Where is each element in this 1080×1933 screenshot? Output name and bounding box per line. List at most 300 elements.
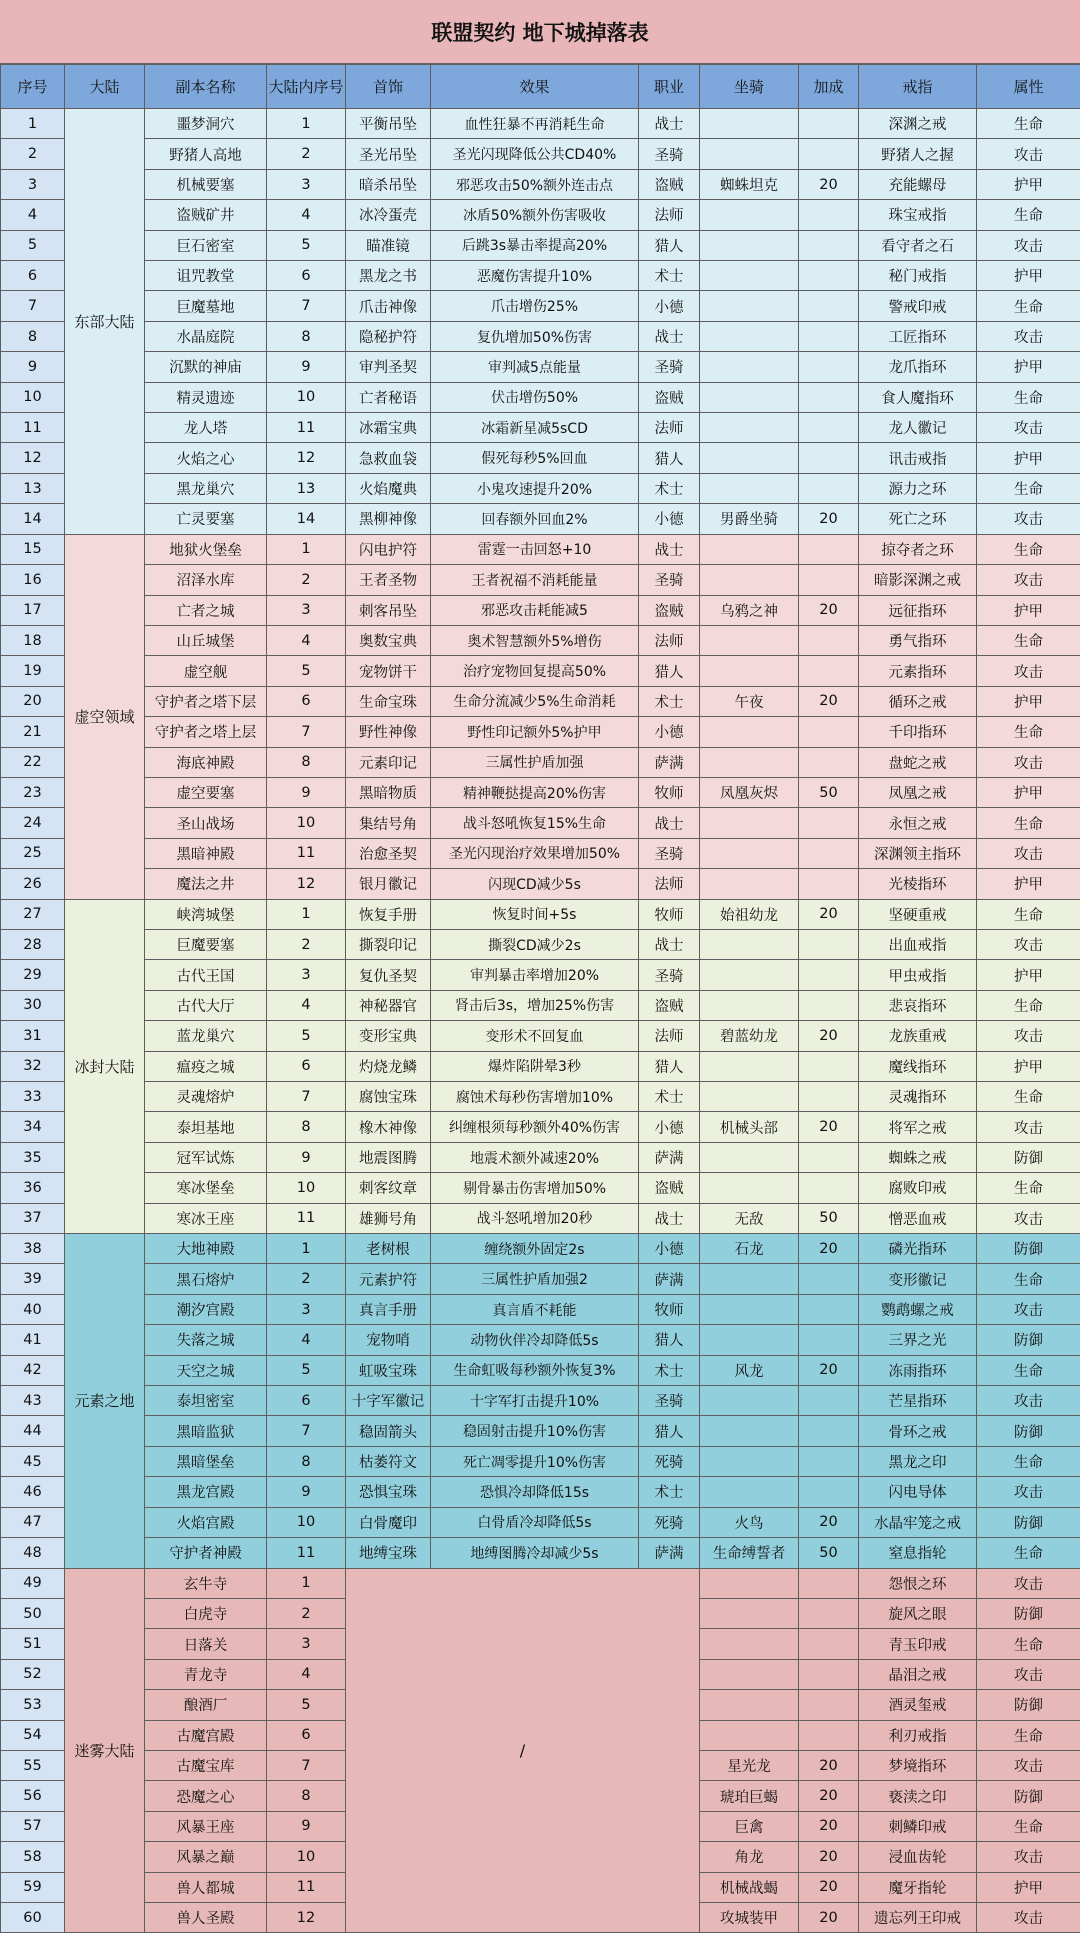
class-cell: 术士: [639, 1477, 700, 1507]
effect-cell: 地震术额外减速20%: [431, 1142, 639, 1172]
attribute-cell: 生命: [977, 625, 1080, 655]
mount-cell: [700, 1142, 799, 1172]
bonus-cell: 20: [799, 1021, 859, 1051]
row-number-cell: 42: [1, 1355, 65, 1385]
accessory-cell: 生命宝珠: [346, 686, 431, 716]
continent-index-cell: 3: [267, 169, 346, 199]
accessory-cell: 冰霜宝典: [346, 413, 431, 443]
bonus-cell: [799, 352, 859, 382]
dungeon-name-cell: 天空之城: [145, 1355, 267, 1385]
row-number-cell: 56: [1, 1781, 65, 1811]
accessory-cell: 银月徽记: [346, 869, 431, 899]
continent-index-cell: 12: [267, 869, 346, 899]
mount-cell: 火鸟: [700, 1507, 799, 1537]
bonus-cell: [799, 1386, 859, 1416]
bonus-cell: [799, 625, 859, 655]
class-cell: 萨满: [639, 1264, 700, 1294]
ring-cell: 深渊领主指环: [859, 838, 977, 868]
class-cell: 术士: [639, 1082, 700, 1112]
ring-cell: 骨环之戒: [859, 1416, 977, 1446]
row-number-cell: 16: [1, 565, 65, 595]
mount-cell: 蜘蛛坦克: [700, 169, 799, 199]
accessory-cell: 地缚宝珠: [346, 1538, 431, 1568]
effect-cell: 圣光闪现降低公共CD40%: [431, 139, 639, 169]
accessory-cell: 复仇圣契: [346, 960, 431, 990]
row-number-cell: 53: [1, 1690, 65, 1720]
ring-cell: 磷光指环: [859, 1234, 977, 1264]
col-header-continent: 大陆: [65, 65, 145, 109]
row-number-cell: 52: [1, 1659, 65, 1689]
bonus-cell: 20: [799, 1842, 859, 1872]
bonus-cell: [799, 1173, 859, 1203]
ring-cell: 旋风之眼: [859, 1598, 977, 1628]
attribute-cell: 生命: [977, 1811, 1080, 1841]
table-row: [1, 1051, 1080, 1081]
table-row: [1, 443, 1080, 473]
ring-cell: 黑龙之印: [859, 1446, 977, 1476]
row-number-cell: 59: [1, 1872, 65, 1902]
bonus-cell: [799, 1051, 859, 1081]
effect-cell: 小鬼攻速提升20%: [431, 473, 639, 503]
accessory-cell: 十字军徽记: [346, 1386, 431, 1416]
table-row: [1, 869, 1080, 899]
effect-cell: 回春额外回血2%: [431, 504, 639, 534]
drop-table: [0, 64, 1080, 1933]
header-row: [1, 65, 1080, 109]
class-cell: 萨满: [639, 1142, 700, 1172]
continent-index-cell: 10: [267, 382, 346, 412]
row-number-cell: 47: [1, 1507, 65, 1537]
effect-cell: 生命分流减少5%生命消耗: [431, 686, 639, 716]
effect-cell: 地缚图腾冷却减少5s: [431, 1538, 639, 1568]
table-row: [1, 1173, 1080, 1203]
mount-cell: [700, 443, 799, 473]
table-row: [1, 717, 1080, 747]
effect-cell: 肾击后3s，增加25%伤害: [431, 990, 639, 1020]
ring-cell: 青玉印戒: [859, 1629, 977, 1659]
dungeon-name-cell: 沉默的神庙: [145, 352, 267, 382]
class-cell: 牧师: [639, 777, 700, 807]
bonus-cell: [799, 261, 859, 291]
effect-cell: 邪恶攻击50%额外连击点: [431, 169, 639, 199]
dungeon-name-cell: 巨魔要塞: [145, 929, 267, 959]
continent-index-cell: 8: [267, 1112, 346, 1142]
row-number-cell: 18: [1, 625, 65, 655]
row-number-cell: 25: [1, 838, 65, 868]
accessory-cell: 枯萎符文: [346, 1446, 431, 1476]
bonus-cell: [799, 321, 859, 351]
dungeon-name-cell: 兽人圣殿: [145, 1902, 267, 1932]
table-row: [1, 1112, 1080, 1142]
table-row: [1, 1234, 1080, 1264]
attribute-cell: 防御: [977, 1142, 1080, 1172]
table-row: [1, 473, 1080, 503]
continent-index-cell: 2: [267, 929, 346, 959]
row-number-cell: 38: [1, 1234, 65, 1264]
attribute-cell: 攻击: [977, 1477, 1080, 1507]
ring-cell: 窒息指轮: [859, 1538, 977, 1568]
attribute-cell: 防御: [977, 1234, 1080, 1264]
continent-index-cell: 7: [267, 717, 346, 747]
class-cell: 牧师: [639, 899, 700, 929]
attribute-cell: 生命: [977, 1264, 1080, 1294]
class-cell: 战士: [639, 808, 700, 838]
ring-cell: 远征指环: [859, 595, 977, 625]
row-number-cell: 51: [1, 1629, 65, 1659]
bonus-cell: [799, 1598, 859, 1628]
attribute-cell: 护甲: [977, 443, 1080, 473]
ring-cell: 坚硬重戒: [859, 899, 977, 929]
table-row: [1, 1477, 1080, 1507]
continent-index-cell: 11: [267, 1203, 346, 1233]
ring-cell: 深渊之戒: [859, 109, 977, 139]
row-number-cell: 12: [1, 443, 65, 473]
continent-index-cell: 9: [267, 1811, 346, 1841]
dungeon-name-cell: 守护者之塔下层: [145, 686, 267, 716]
dungeon-name-cell: 恐魔之心: [145, 1781, 267, 1811]
col-header-class: 职业: [639, 65, 700, 109]
bonus-cell: [799, 960, 859, 990]
accessory-cell: 圣光吊坠: [346, 139, 431, 169]
bonus-cell: [799, 230, 859, 260]
accessory-cell: 瞄准镜: [346, 230, 431, 260]
bonus-cell: [799, 109, 859, 139]
accessory-cell: 宠物哨: [346, 1325, 431, 1355]
table-row: [1, 565, 1080, 595]
class-cell: 法师: [639, 625, 700, 655]
class-cell: 圣骑: [639, 838, 700, 868]
mount-cell: [700, 625, 799, 655]
ring-cell: 憎恶血戒: [859, 1203, 977, 1233]
continent-index-cell: 7: [267, 291, 346, 321]
ring-cell: 利刃戒指: [859, 1720, 977, 1750]
class-cell: 战士: [639, 534, 700, 564]
continent-index-cell: 9: [267, 1142, 346, 1172]
effect-cell: 恢复时间+5s: [431, 899, 639, 929]
accessory-cell: 野性神像: [346, 717, 431, 747]
continent-index-cell: 6: [267, 1051, 346, 1081]
ring-cell: 掠夺者之环: [859, 534, 977, 564]
ring-cell: 警戒印戒: [859, 291, 977, 321]
attribute-cell: 护甲: [977, 1872, 1080, 1902]
table-row: [1, 1446, 1080, 1476]
dungeon-name-cell: 酿酒厂: [145, 1690, 267, 1720]
mount-cell: [700, 1325, 799, 1355]
bonus-cell: [799, 1720, 859, 1750]
continent-index-cell: 4: [267, 1325, 346, 1355]
class-cell: 死骑: [639, 1446, 700, 1476]
continent-index-cell: 5: [267, 230, 346, 260]
bonus-cell: 20: [799, 1355, 859, 1385]
mount-cell: [700, 139, 799, 169]
class-cell: 盗贼: [639, 990, 700, 1020]
ring-cell: 凤凰之戒: [859, 777, 977, 807]
mount-cell: 巨禽: [700, 1811, 799, 1841]
continent-index-cell: 5: [267, 656, 346, 686]
row-number-cell: 36: [1, 1173, 65, 1203]
table-row: [1, 1507, 1080, 1537]
continent-index-cell: 11: [267, 413, 346, 443]
ring-cell: 食人魔指环: [859, 382, 977, 412]
accessory-cell: 冰冷蛋壳: [346, 200, 431, 230]
bonus-cell: 20: [799, 899, 859, 929]
ring-cell: 亵渎之印: [859, 1781, 977, 1811]
continent-index-cell: 4: [267, 1659, 346, 1689]
ring-cell: 龙爪指环: [859, 352, 977, 382]
ring-cell: 遗忘列王印戒: [859, 1902, 977, 1932]
effect-cell: 撕裂CD减少2s: [431, 929, 639, 959]
mount-cell: [700, 1477, 799, 1507]
effect-cell: 恶魔伤害提升10%: [431, 261, 639, 291]
bonus-cell: 20: [799, 169, 859, 199]
bonus-cell: [799, 291, 859, 321]
row-number-cell: 20: [1, 686, 65, 716]
dungeon-name-cell: 火焰之心: [145, 443, 267, 473]
mount-cell: 乌鸦之神: [700, 595, 799, 625]
attribute-cell: 护甲: [977, 595, 1080, 625]
attribute-cell: 攻击: [977, 747, 1080, 777]
effect-cell: 真言盾不耗能: [431, 1294, 639, 1324]
attribute-cell: 生命: [977, 1720, 1080, 1750]
accessory-cell: 火焰魔典: [346, 473, 431, 503]
continent-index-cell: 4: [267, 990, 346, 1020]
dungeon-name-cell: 黑暗神殿: [145, 838, 267, 868]
effect-cell: 奥术智慧额外5%增伤: [431, 625, 639, 655]
dungeon-name-cell: 泰坦基地: [145, 1112, 267, 1142]
col-header-effect: 效果: [431, 65, 639, 109]
table-row: [1, 1142, 1080, 1172]
dungeon-name-cell: 沼泽水库: [145, 565, 267, 595]
mount-cell: [700, 1446, 799, 1476]
table-row: [1, 838, 1080, 868]
row-number-cell: 8: [1, 321, 65, 351]
continent-index-cell: 8: [267, 321, 346, 351]
dungeon-name-cell: 日落关: [145, 1629, 267, 1659]
mount-cell: [700, 1386, 799, 1416]
attribute-cell: 生命: [977, 534, 1080, 564]
class-cell: 猎人: [639, 1416, 700, 1446]
col-header-no: 序号: [1, 65, 65, 109]
ring-cell: 刺鳞印戒: [859, 1811, 977, 1841]
ring-cell: 芒星指环: [859, 1386, 977, 1416]
continent-index-cell: 1: [267, 109, 346, 139]
bonus-cell: 20: [799, 1811, 859, 1841]
ring-cell: 水晶牢笼之戒: [859, 1507, 977, 1537]
bonus-cell: [799, 1142, 859, 1172]
accessory-cell: 恢复手册: [346, 899, 431, 929]
effect-cell: 十字军打击提升10%: [431, 1386, 639, 1416]
accessory-cell: 雄狮号角: [346, 1203, 431, 1233]
effect-cell: 白骨盾冷却降低5s: [431, 1507, 639, 1537]
dungeon-name-cell: 黑龙巢穴: [145, 473, 267, 503]
class-cell: 小德: [639, 1234, 700, 1264]
effect-cell: 腐蚀术每秒伤害增加10%: [431, 1082, 639, 1112]
effect-cell: 治疗宠物回复提高50%: [431, 656, 639, 686]
continent-index-cell: 8: [267, 747, 346, 777]
ring-cell: 浸血齿轮: [859, 1842, 977, 1872]
accessory-cell: 元素印记: [346, 747, 431, 777]
attribute-cell: 生命: [977, 109, 1080, 139]
row-number-cell: 40: [1, 1294, 65, 1324]
row-number-cell: 32: [1, 1051, 65, 1081]
effect-cell: 战斗怒吼恢复15%生命: [431, 808, 639, 838]
table-row: [1, 1082, 1080, 1112]
bonus-cell: [799, 1477, 859, 1507]
effect-cell: 动物伙伴冷却降低5s: [431, 1325, 639, 1355]
effect-cell: 精神鞭挞提高20%伤害: [431, 777, 639, 807]
bonus-cell: [799, 1264, 859, 1294]
bonus-cell: [799, 656, 859, 686]
bonus-cell: 20: [799, 686, 859, 716]
mount-cell: [700, 1720, 799, 1750]
effect-cell: 假死每秒5%回血: [431, 443, 639, 473]
ring-cell: 千印指环: [859, 717, 977, 747]
attribute-cell: 攻击: [977, 565, 1080, 595]
attribute-cell: 攻击: [977, 929, 1080, 959]
class-cell: 战士: [639, 1203, 700, 1233]
row-number-cell: 54: [1, 1720, 65, 1750]
attribute-cell: 生命: [977, 808, 1080, 838]
ring-cell: 盘蛇之戒: [859, 747, 977, 777]
dungeon-name-cell: 野猪人高地: [145, 139, 267, 169]
dungeon-name-cell: 兽人都城: [145, 1872, 267, 1902]
row-number-cell: 14: [1, 504, 65, 534]
dungeon-name-cell: 玄牛寺: [145, 1568, 267, 1598]
mount-cell: 碧蓝幼龙: [700, 1021, 799, 1051]
dungeon-name-cell: 噩梦洞穴: [145, 109, 267, 139]
mount-cell: [700, 109, 799, 139]
bonus-cell: [799, 717, 859, 747]
row-number-cell: 26: [1, 869, 65, 899]
attribute-cell: 攻击: [977, 838, 1080, 868]
effect-cell: 恐惧冷却降低15s: [431, 1477, 639, 1507]
mount-cell: [700, 200, 799, 230]
ring-cell: 龙人徽记: [859, 413, 977, 443]
continent-index-cell: 3: [267, 1294, 346, 1324]
class-cell: 术士: [639, 473, 700, 503]
mount-cell: 机械头部: [700, 1112, 799, 1142]
table-row: [1, 139, 1080, 169]
continent-index-cell: 7: [267, 1082, 346, 1112]
bonus-cell: 50: [799, 777, 859, 807]
attribute-cell: 护甲: [977, 352, 1080, 382]
class-cell: 圣骑: [639, 565, 700, 595]
accessory-cell: 元素护符: [346, 1264, 431, 1294]
dungeon-name-cell: 黑暗监狱: [145, 1416, 267, 1446]
dungeon-name-cell: 地狱火堡垒: [145, 534, 267, 564]
dungeon-name-cell: 巨石密室: [145, 230, 267, 260]
continent-index-cell: 12: [267, 443, 346, 473]
effect-cell: 伏击增伤50%: [431, 382, 639, 412]
continent-index-cell: 6: [267, 261, 346, 291]
continent-index-cell: 6: [267, 686, 346, 716]
attribute-cell: 生命: [977, 382, 1080, 412]
continent-index-cell: 10: [267, 1842, 346, 1872]
bonus-cell: [799, 565, 859, 595]
continent-cell: 迷雾大陆: [65, 1568, 145, 1933]
table-title: 联盟契约 地下城掉落表: [0, 0, 1080, 64]
continent-cell: 冰封大陆: [65, 899, 145, 1233]
bonus-cell: [799, 1082, 859, 1112]
accessory-cell: 爪击神像: [346, 291, 431, 321]
row-number-cell: 34: [1, 1112, 65, 1142]
col-header-dungeon: 副本名称: [145, 65, 267, 109]
class-cell: 牧师: [639, 1294, 700, 1324]
effect-cell: 审判暴击率增加20%: [431, 960, 639, 990]
accessory-cell: 黑暗物质: [346, 777, 431, 807]
ring-cell: 秘门戒指: [859, 261, 977, 291]
class-cell: 法师: [639, 200, 700, 230]
row-number-cell: 44: [1, 1416, 65, 1446]
row-number-cell: 35: [1, 1142, 65, 1172]
table-row: [1, 321, 1080, 351]
mount-cell: [700, 717, 799, 747]
table-row: [1, 1538, 1080, 1568]
attribute-cell: 生命: [977, 1538, 1080, 1568]
accessory-cell: 刺客纹章: [346, 1173, 431, 1203]
bonus-cell: [799, 534, 859, 564]
bonus-cell: [799, 747, 859, 777]
attribute-cell: 攻击: [977, 1112, 1080, 1142]
dungeon-name-cell: 蓝龙巢穴: [145, 1021, 267, 1051]
table-row: [1, 595, 1080, 625]
mount-cell: [700, 1568, 799, 1598]
bonus-cell: [799, 1446, 859, 1476]
accessory-cell: 橡木神像: [346, 1112, 431, 1142]
continent-index-cell: 5: [267, 1690, 346, 1720]
attribute-cell: 攻击: [977, 1842, 1080, 1872]
bonus-cell: [799, 382, 859, 412]
row-number-cell: 39: [1, 1264, 65, 1294]
table-row: [1, 1264, 1080, 1294]
continent-index-cell: 6: [267, 1720, 346, 1750]
effect-cell: 稳固射击提升10%伤害: [431, 1416, 639, 1446]
attribute-cell: 攻击: [977, 321, 1080, 351]
row-number-cell: 15: [1, 534, 65, 564]
continent-index-cell: 7: [267, 1750, 346, 1780]
attribute-cell: 防御: [977, 1690, 1080, 1720]
class-cell: 盗贼: [639, 169, 700, 199]
mount-cell: [700, 990, 799, 1020]
attribute-cell: 生命: [977, 1082, 1080, 1112]
accessory-cell: 虹吸宝珠: [346, 1355, 431, 1385]
dungeon-name-cell: 圣山战场: [145, 808, 267, 838]
effect-cell: 血性狂暴不再消耗生命: [431, 109, 639, 139]
accessory-cell: 腐蚀宝珠: [346, 1082, 431, 1112]
class-cell: 战士: [639, 109, 700, 139]
bonus-cell: 20: [799, 1112, 859, 1142]
table-row: [1, 808, 1080, 838]
accessory-cell: 奥数宝典: [346, 625, 431, 655]
mount-cell: [700, 1629, 799, 1659]
table-row: [1, 1568, 1080, 1598]
bonus-cell: [799, 838, 859, 868]
effect-cell: 纠缠根须每秒额外40%伤害: [431, 1112, 639, 1142]
dungeon-name-cell: 亡者之城: [145, 595, 267, 625]
effect-cell: 后跳3s暴击率提高20%: [431, 230, 639, 260]
not-applicable-cell: /: [346, 1568, 700, 1933]
row-number-cell: 48: [1, 1538, 65, 1568]
col-header-attribute: 属性: [977, 65, 1080, 109]
attribute-cell: 攻击: [977, 1021, 1080, 1051]
ring-cell: 看守者之石: [859, 230, 977, 260]
class-cell: 术士: [639, 686, 700, 716]
ring-cell: 鹦鹉螺之戒: [859, 1294, 977, 1324]
row-number-cell: 19: [1, 656, 65, 686]
mount-cell: [700, 960, 799, 990]
mount-cell: [700, 869, 799, 899]
ring-cell: 充能螺母: [859, 169, 977, 199]
